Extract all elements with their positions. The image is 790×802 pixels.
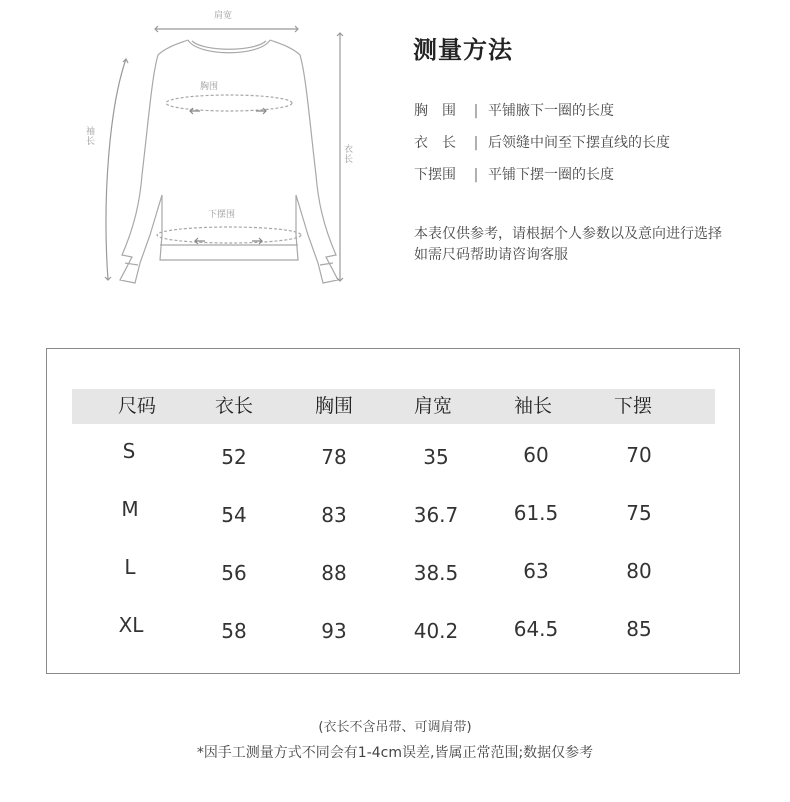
- cell-chest: 93: [321, 619, 347, 643]
- sweater-outline: [80, 5, 380, 305]
- cell-sleeve: 63: [523, 559, 549, 583]
- header-chest: 胸围: [314, 395, 354, 417]
- method-separator: |: [473, 135, 479, 151]
- garment-diagram: [80, 5, 380, 305]
- method-desc: 平铺下摆一圈的长度: [488, 167, 614, 183]
- method-title: 测量方法: [413, 36, 513, 64]
- body-length-label: 衣长: [344, 145, 354, 165]
- method-term: 下摆围: [414, 167, 456, 183]
- table-row: [72, 495, 715, 535]
- cell-size: L: [124, 555, 136, 579]
- cell-hem: 85: [626, 617, 652, 641]
- cell-chest: 78: [321, 445, 347, 469]
- header-sleeve: 袖长: [513, 395, 553, 417]
- shoulder-width-label: 肩宽: [214, 11, 233, 21]
- chest-label: 胸围: [200, 82, 219, 92]
- note-line: 如需尺码帮助请咨询客服: [414, 247, 568, 263]
- cell-hem: 75: [626, 501, 652, 525]
- method-term: 衣 长: [414, 135, 456, 151]
- cell-sleeve: 60: [523, 443, 549, 467]
- method-desc: 平铺腋下一圈的长度: [488, 103, 614, 119]
- table-header: [72, 389, 715, 424]
- sleeve-length-label: 袖长: [86, 127, 96, 147]
- cell-chest: 83: [321, 503, 347, 527]
- cell-size: XL: [118, 613, 144, 637]
- method-term: 胸 围: [414, 103, 456, 119]
- header-shoulder: 肩宽: [413, 395, 453, 417]
- cell-sleeve: 61.5: [513, 501, 559, 525]
- cell-sleeve: 64.5: [513, 617, 559, 641]
- cell-shoulder: 38.5: [413, 561, 459, 585]
- cell-size: S: [122, 439, 136, 463]
- table-row: [72, 437, 715, 477]
- cell-length: 54: [221, 503, 247, 527]
- method-item-hem: [414, 164, 614, 184]
- table-row: [72, 553, 715, 593]
- cell-shoulder: 35: [423, 445, 449, 469]
- reference-note: [414, 224, 722, 266]
- table-row: [72, 611, 715, 651]
- size-table: [46, 348, 740, 674]
- cell-hem: 80: [626, 559, 652, 583]
- cell-chest: 88: [321, 561, 347, 585]
- note-line: 本表仅供参考，请根据个人参数以及意向进行选择: [414, 226, 722, 242]
- footnote-tolerance: *因手工测量方式不同会有1-4cm误差,皆属正常范围;数据仅参考: [196, 745, 594, 761]
- method-separator: |: [473, 103, 479, 119]
- header-length: 衣长: [214, 395, 254, 417]
- method-item-chest: [414, 100, 614, 120]
- cell-length: 52: [221, 445, 247, 469]
- method-item-length: [414, 132, 670, 152]
- cell-hem: 70: [626, 443, 652, 467]
- footnote-strap: (衣长不含吊带、可调肩带): [318, 720, 472, 735]
- cell-shoulder: 40.2: [413, 619, 459, 643]
- hem-label: 下摆围: [208, 210, 236, 220]
- cell-length: 58: [221, 619, 247, 643]
- header-size: 尺码: [117, 395, 157, 417]
- header-hem: 下摆: [613, 395, 653, 417]
- method-desc: 后领缝中间至下摆直线的长度: [488, 135, 670, 151]
- cell-length: 56: [221, 561, 247, 585]
- cell-size: M: [121, 497, 139, 521]
- method-separator: |: [473, 167, 479, 183]
- cell-shoulder: 36.7: [413, 503, 459, 527]
